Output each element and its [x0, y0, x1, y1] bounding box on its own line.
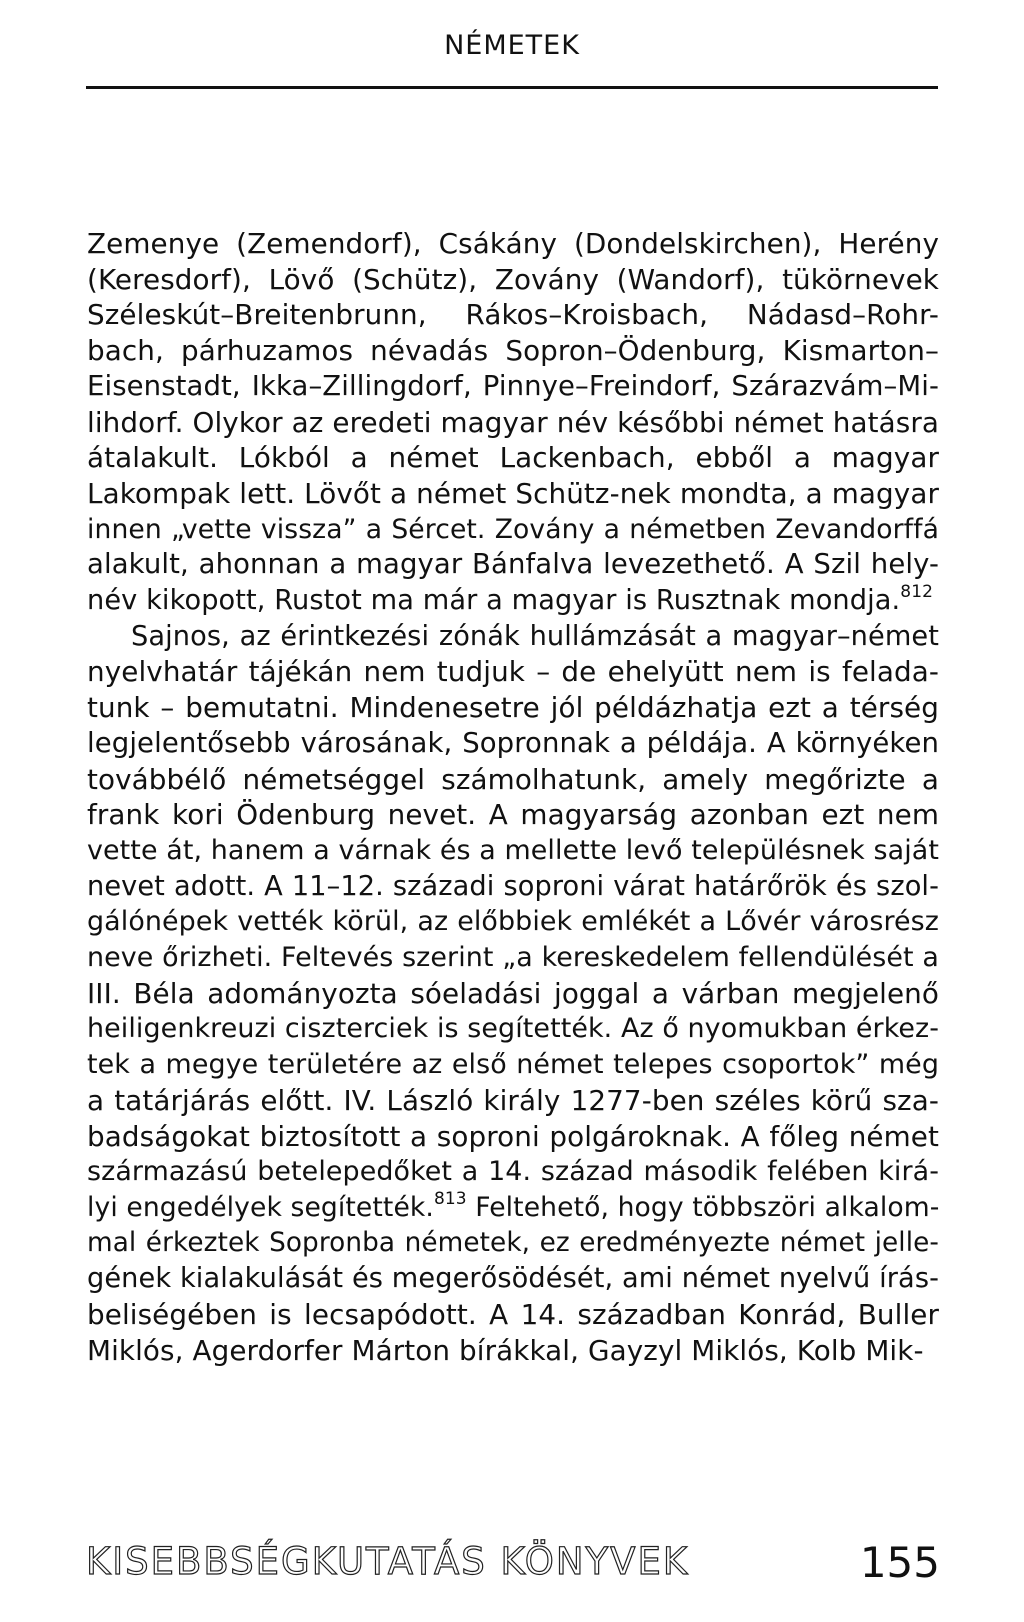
text-line — [87, 797, 939, 833]
text-line — [87, 1333, 939, 1369]
text-line-content: átalakult. Lókból a német Lackenbach, ebből a magyar — [87, 441, 939, 475]
text-line — [87, 1083, 939, 1119]
text-line-content: heiligenkreuzi ciszterciek is segítették. Az ő nyomukban érkez- — [87, 1013, 940, 1045]
text-line-content: badságokat biztosított a soproni polgároknak. A főleg német — [87, 1119, 939, 1153]
text-line — [87, 476, 939, 512]
text-line-content: tek a megye területére az első német telepes csoportok” még — [87, 1049, 939, 1081]
text-line — [87, 976, 939, 1012]
text-line — [87, 762, 939, 798]
text-line — [87, 690, 939, 726]
text-line-content: vette át, hanem a várnak és a mellette levő településnek saját — [87, 834, 939, 866]
text-line-content: Lakompak lett. Lövőt a német Schütz-nek mondta, a magyar — [87, 476, 939, 510]
text-line-content: lyi engedélyek segítették. — [87, 1191, 434, 1223]
text-line-content: név kikopott, Rustot ma már a magyar is Rusztnak mondja. — [87, 585, 901, 617]
text-line — [87, 512, 939, 548]
header-rule — [86, 86, 938, 89]
footnote-reference: 813 — [433, 1188, 467, 1209]
text-line — [87, 904, 939, 940]
text-line — [87, 440, 939, 476]
text-line — [87, 726, 939, 762]
text-line — [87, 333, 939, 369]
text-line — [87, 226, 939, 262]
page-footer — [86, 1540, 940, 1590]
text-line — [87, 297, 939, 333]
text-line — [87, 1011, 939, 1047]
text-line — [87, 262, 939, 298]
text-line-content: Sajnos, az érintkezési zónák hullámzását a magyar–német — [131, 620, 939, 652]
text-line — [87, 1261, 939, 1297]
text-line — [87, 619, 939, 655]
text-line-content: Széleskút–Breitenbrunn, Rákos–Kroisbach, Nádasd–Rohr- — [87, 298, 939, 332]
text-line — [87, 1119, 939, 1155]
text-line-content: nyelvhatár tájékán nem tudjuk – de ehelyütt nem is felada- — [87, 655, 939, 689]
text-line — [87, 1226, 939, 1262]
text-line-content: innen „vette vissza” a Sércet. Zovány a németben Zevandorffá — [87, 513, 939, 545]
text-line-content: bach, párhuzamos névadás Sopron–Ödenburg, Kismarton– — [87, 334, 939, 368]
page-number: 155 — [859, 1538, 940, 1587]
text-line-content: Miklós, Agerdorfer Márton bírákkal, Gayzyl Miklós, Kolb Mik- — [87, 1333, 924, 1367]
footnote-reference: 812 — [900, 582, 934, 603]
text-line-content: legjelentősebb városának, Sopronnak a példája. A környéken — [87, 726, 939, 759]
text-line — [87, 833, 939, 869]
text-line-content: gálónépek vették körül, az előbbiek emlékét a Lővér városrész — [87, 906, 939, 938]
text-line — [87, 654, 939, 690]
text-line-content: neve őrizheti. Feltevés szerint „a kereskedelem fellendülését a — [87, 942, 939, 974]
text-line — [87, 369, 939, 405]
text-line — [87, 1190, 939, 1226]
text-line-content: gének kialakulását és megerősödését, ami német nyelvű írás- — [87, 1263, 939, 1295]
body-text — [87, 226, 939, 1369]
text-line — [87, 583, 939, 619]
text-line-content: alakult, ahonnan a magyar Bánfalva levezethető. A Szil hely- — [87, 548, 939, 581]
text-line-content: származású betelepedőket a 14. század második felében kirá- — [87, 1156, 939, 1188]
text-line-content: a tatárjárás előtt. IV. László király 1277-ben széles körű sza- — [87, 1083, 939, 1117]
text-line-content: (Keresdorf), Lövő (Schütz), Zovány (Wandorf), tükörnevek — [87, 262, 939, 296]
text-line-content: Zemenye (Zemendorf), Csákány (Dondelskirchen), Herény — [87, 227, 939, 260]
text-line — [87, 1297, 939, 1333]
text-line-content: mal érkeztek Sopronba németek, ez eredményezte német jelle- — [87, 1227, 939, 1258]
text-line — [87, 405, 939, 441]
series-title: KISEBBSÉGKUTATÁS KÖNYVEK — [86, 1540, 690, 1583]
text-line — [87, 1047, 939, 1083]
text-line-content: Eisenstadt, Ikka–Zillingdorf, Pinnye–Freindorf, Szárazvám–Mi- — [87, 369, 939, 402]
text-line — [87, 547, 939, 583]
text-line-content: tunk – bemutatni. Mindenesetre jól példázhatja ezt a térség — [87, 691, 939, 725]
text-line-content: beliségében is lecsapódott. A 14. században Konrád, Buller — [87, 1298, 939, 1332]
running-head: NÉMETEK — [444, 30, 580, 61]
text-line-content: lihdorf. Olykor az eredeti magyar név későbbi német hatásra — [87, 405, 939, 439]
text-line-content: továbbélő németséggel számolhatunk, amely megőrizte a — [87, 762, 939, 796]
text-line — [87, 1154, 939, 1190]
text-line-content: frank kori Ödenburg nevet. A magyarság azonban ezt nem — [87, 798, 939, 832]
text-line-content: nevet adott. A 11–12. századi soproni várat határőrök és szol- — [87, 870, 939, 902]
text-line — [87, 869, 939, 905]
text-line-continuation: Feltehető, hogy többszöri alkalom- — [466, 1191, 940, 1223]
text-line — [87, 940, 939, 976]
text-line-content: III. Béla adományozta sóeladási joggal a várban megjelenő — [87, 976, 939, 1010]
